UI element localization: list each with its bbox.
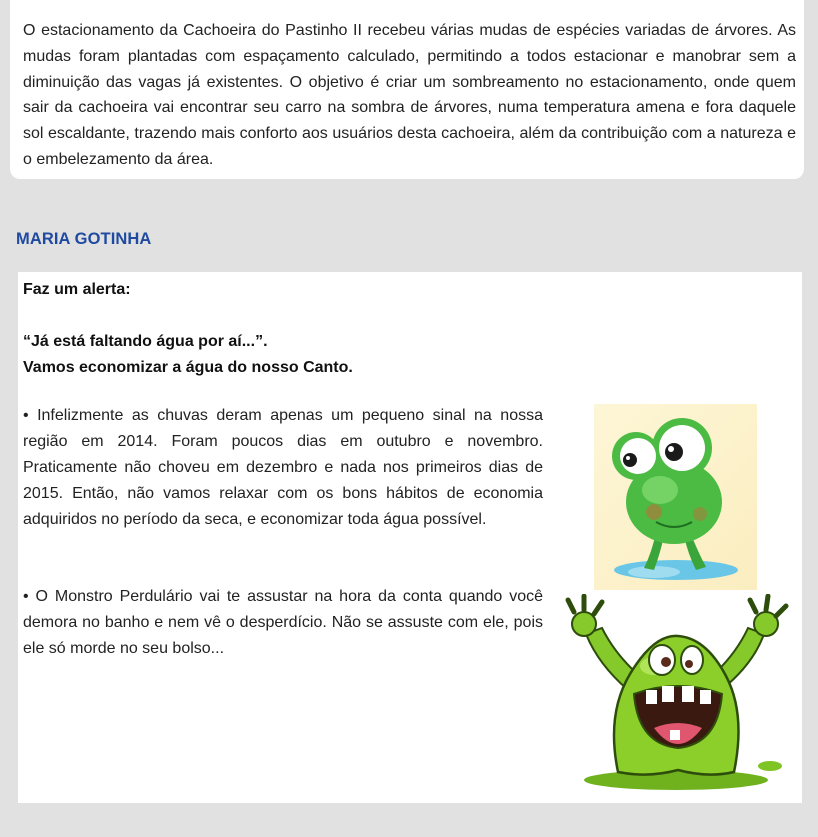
alert-heading: Faz um alerta:: [23, 281, 131, 298]
rain-paragraph: • Infelizmente as chuvas deram apenas um pequeno sinal na nossa região em 2014. Foram poucos dias em outubro e novembro. Praticamente não choveu em dezembro e nada nos primeiros dias de 2015. Então, não vamos relaxar com os bons hábitos de economia adquiridos no período da seca, e economizar toda água possível.: [23, 407, 543, 528]
quote-line-1: “Já está faltando água por aí...”.: [23, 333, 268, 350]
monster-paragraph: • O Monstro Perdulário vai te assustar na hora da conta quando você demora no banho e nem vê o desperdício. Não se assuste com ele, pois ele só morde no seu bolso...: [23, 588, 543, 657]
maria-gotinha-panel: [18, 272, 802, 803]
section-title: MARIA GOTINHA: [16, 230, 152, 248]
previous-article-panel: [10, 0, 804, 179]
frog-icon: [594, 404, 757, 590]
monster-icon: [558, 594, 790, 796]
green-slime-monster-illustration: [558, 594, 790, 796]
frog-droplet-illustration: [594, 404, 757, 590]
alert-quote: [23, 329, 353, 381]
parking-article-text: O estacionamento da Cachoeira do Pastinho II recebeu várias mudas de espécies variadas de árvores. As mudas foram plantadas com espaçamento calculado, permitindo a todos estacionar e manobrar sem a diminuição das vagas já existentes. O objetivo é criar um sombreamento no estacionamento, onde quem sair da cachoeira vai encontrar seu carro na sombra de árvores, numa temperatura amena e fora daquele sol escaldante, trazendo mais conforto aos usuários desta cachoeira, além da contribuição com a natureza e o embelezamento da área.: [23, 22, 796, 168]
quote-line-2: Vamos economizar a água do nosso Canto.: [23, 359, 353, 376]
